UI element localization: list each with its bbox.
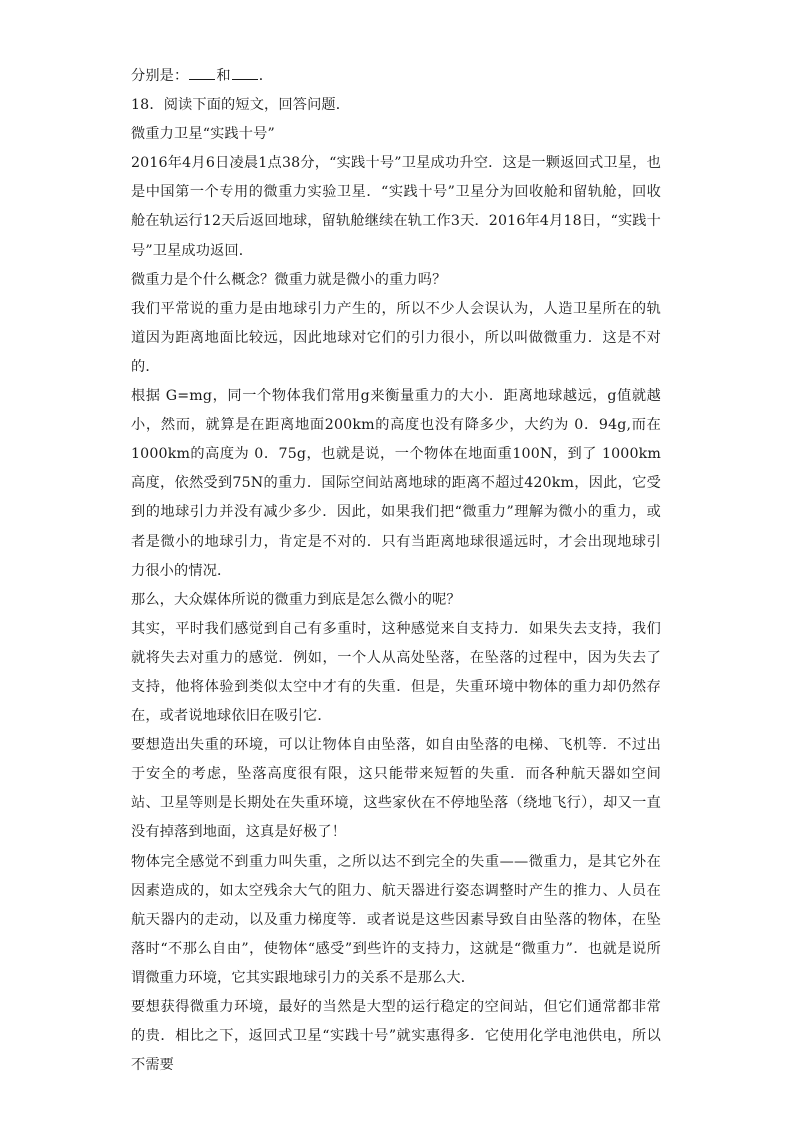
question-heading: 18．阅读下面的短文，回答问题． [131, 97, 351, 114]
paragraph-7: 要想造出失重的环境，可以让物体自由坠落，如自由坠落的电梯、飞机等．不过出于安全的考虑，坠落高度很有限，这只能带来短暂的失重．而各种航天器如空间站、卫星等则是长期处在失重环境，这些家伙在不停地坠落（绕地飞行），却又一直没有掉落到地面，这真是好极了！ [131, 737, 661, 841]
document-page [131, 62, 661, 1080]
answer-blank-1[interactable] [189, 65, 215, 80]
paragraph-2: 微重力是个什么概念？微重力就是微小的重力吗？ [131, 271, 447, 288]
fill-in-prefix: 分别是： [131, 68, 189, 84]
paragraph-5: 那么，大众媒体所说的微重力到底是怎么微小的呢？ [131, 591, 461, 608]
fill-in-middle: 和 [216, 68, 231, 84]
fill-in-suffix: ． [258, 68, 274, 84]
paragraph-8: 物体完全感觉不到重力叫失重，之所以达不到完全的失重——微重力，是其它外在因素造成的，如太空残余大气的阻力、航天器进行姿态调整时产生的推力、人员在航天器内的走动，以及重力梯度等．或者说是这些因素导致自由坠落的物体，在坠落时“不那么自由”，使物体“感受”到些许的支持力，这就是“微重力”．也就是说所谓微重力环境，它其实跟地球引力的关系不是那么大． [131, 853, 661, 986]
article-title: 微重力卫星“实践十号” [131, 126, 275, 143]
answer-blank-2[interactable] [232, 65, 258, 80]
paragraph-9: 要想获得微重力环境，最好的当然是大型的运行稳定的空间站，但它们通常都非常的贵．相比之下，返回式卫星“实践十号”就实惠得多．它使用化学电池供电，所以不需要 [131, 999, 661, 1074]
fill-in-line [131, 62, 661, 91]
paragraph-3: 我们平常说的重力是由地球引力产生的，所以不少人会误认为，人造卫星所在的轨道因为距离地面比较远，因此地球对它们的引力很小，所以叫做微重力．这是不对的． [131, 300, 661, 375]
paragraph-4: 根据 G=mg，同一个物体我们常用g来衡量重力的大小．距离地球越远，g值就越小，然而，就算是在距离地面200km的高度也没有降多少，大约为 0．94g,而在1000km的高度为 0．75g，也就是说，一个物体在地面重100N，到了 1000km高度，依然受到75N的重力．国际空间站离地球的距离不超过420km，因此，它受到的地球引力并没有减少多少．因此，如果我们把“微重力”理解为微小的重力，或者是微小的地球引力，肯定是不对的．只有当距离地球很遥远时，才会出现地球引力很小的情况． [131, 388, 661, 579]
paragraph-1: 2016年4月6日凌晨1点38分，“实践十号”卫星成功升空．这是一颗返回式卫星，也是中国第一个专用的微重力实验卫星．“实践十号”卫星分为回收舱和留轨舱，回收舱在轨运行12天后返回地球，留轨舱继续在轨工作3天．2016年4月18日，“实践十号”卫星成功返回． [131, 155, 661, 259]
paragraph-6: 其实，平时我们感觉到自己有多重时，这种感觉来自支持力．如果失去支持，我们就将失去对重力的感觉．例如，一个人从高处坠落，在坠落的过程中，因为失去了支持，他将体验到类似太空中才有的失重．但是，失重环境中物体的重力却仍然存在，或者说地球依旧在吸引它． [131, 620, 661, 725]
